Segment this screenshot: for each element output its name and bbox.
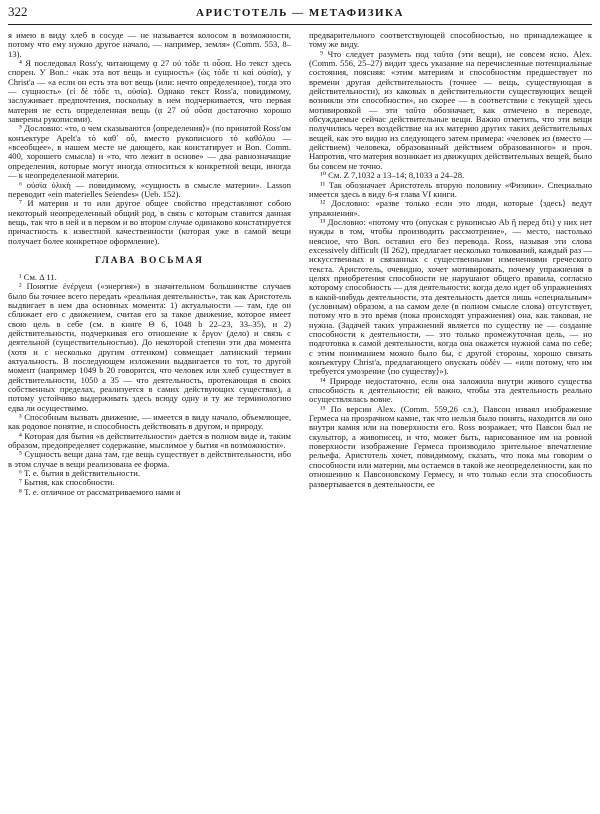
footnote-paragraph: ³ Способным вызвать движение, — имеется в виду начало, объемлющее, как родовое понятие, и способность действовать в другом, и природу. [8, 412, 291, 432]
footnote-paragraph: ⁴ Я последовал Ross'у, читающему ᾳ 27 οὐ τόδε τι οὖσα. Но текст здесь спорен. У Bon.: «как эта вот вещь и сущность» (ὡς τόδε τι καὶ οὐσία), у Christ'a — «а если он есть эта вот вещь (или: нечто определенное), тогда это — сущность» (εἰ δὲ τόδε τι, οὐσία). Однако текст Ross'a, повидимому, заслуживает предпочтения, поскольку в нем подчеркивается, что первая материя не есть определенная вещь (ᾳ 27 οὐ οὖσα достаточно хорошо заверены рукописями). [8, 58, 291, 125]
footnote-paragraph: ¹¹ Так обозначает Аристотель вторую половину «Физики». Специально имеется здесь в виду 6-я глава VI книги. [309, 179, 592, 199]
footnote-paragraph: ¹⁴ Природе недостаточно, если она заложила внутри живого существа способность к деятельности; ей важно, чтобы эта деятельность реально осуществлялась вовне. [309, 375, 592, 405]
running-title: АРИСТОТЕЛЬ — МЕТАФИЗИКА [196, 7, 404, 19]
right-column [309, 31, 592, 497]
footnote-paragraph: ⁵ Дословно: «то, о чем сказываются ⟨определения⟩» (по принятой Ross'ом конъектуре Apelt'a τὸ καθ᾽ οὗ, вместо рукописного τὸ καθόλου — «всеобщее», в нашем месте не дающего, как констатирует и Bon. Comm. 400, хорошего смысла) и «то, что лежит в основе» — два равнозначащие определения, которые могут иногда относиться к конкретной вещи, иногда — к неопределенной материи. [8, 123, 291, 181]
footnote-paragraph: ⁶ Т. е. бытия в действительности. [19, 468, 140, 479]
footnote-paragraph: ⁸ Т. е. отличное от рассматриваемого нами и [19, 486, 181, 497]
footnote-paragraph: ¹⁰ См. Ζ 7,1032 a 13–14; 8,1033 a 24–28. [320, 170, 465, 181]
footnote-paragraph: ⁵ Сущность вещи дана там, где вещь существует в действительности, ибо в этом случае в вещи реализована ее форма. [8, 449, 291, 469]
page-header [8, 4, 592, 25]
left-column [8, 31, 291, 497]
footnote-paragraph: ¹³ Дословно: «потому что (опуская с рукописью Ab ἢ перед ὅτι) у них нет нужды в том, чтобы производить рассмотрение», — место, настолько неясное, что Bon. оставил его без перевода. Ross, называя эти слова excessively difficult (II 262), предлагает несколько толкований, каждый раз — искусственных и связанных с существенными изменениями греческого текста. Аристотель, очевидно, хочет мотивировать, почему упражнения в целях приобретения способности не нарушают общего правила, согласно которому способность — для деятельности: когда дело идет об упражнениях в какой-нибудь деятельности, эта деятельность дается лишь «специальным» (условным) образом, а на самом деле (в полном смысле слова) отсутствует, потому что в это время (пока происходят упражнения) она, как таковая, не нужна. (Задачей таких упражнений является по существу не — создание способности к деятельности, — это только промежуточная цель, — но подготовка к самой деятельности, когда она окажется нужной сама по себе; с этим пониманием можно было бы, с другой стороны, хорошо связать конъектуру Christ'a, предлагающего опускать οὐδὲν — «или потому, что им требуется умозрение ⟨по существу⟩»). [309, 216, 592, 377]
page-number: 322 [8, 4, 28, 19]
footnote-paragraph: ¹ См. Δ 11. [19, 271, 57, 282]
footnote-paragraph: ⁷ И материя и то или другое общее свойство представляют собою некоторый неопределенный общий род, в связь с которым ставится данная вещь, так что в ней и в первом и во втором случае одинаково констатируется причастность к известной качественности (которая уже в самой вещи получает более конкретное оформление). [8, 198, 291, 246]
footnote-paragraph: ⁹ Что следует разуметь под ταῦτα (эти вещи), не совсем ясно. Alex. (Comm. 556, 25–27) видит здесь указание на перечисленные потенциальные состояния, поясняя: «этим материям и способностям предшествует по времени другая действительность (точнее — вещь, существующая в действительности), из каковых в действительности существующих вещей возникли эти способности», но скорее — в соответствии с текущей здесь мотивировкой — эти ταῦτα обозначает, как отмечено в переводе, обсуждаемые сейчас действительные вещи. Важно отметить, что эти вещи получились через воздействие на их материю других таких действительных вещей, как это видно из следующего затем примера: «человек из (вместо — действием) человека, образованный действием образованного» и проч. Напротив, что материя возникает из движущих действительных вещей, было бы совсем не точно. [309, 48, 592, 171]
footnote-paragraph: ⁷ Бытия, как способности. [19, 477, 115, 488]
footnote-paragraph: ¹⁵ По версии Alex. (Comm. 559,26 сл.), Павсон изваял изображение Гермеса на прозрачном камне, так что нельзя было понять, находится ли оно внутри камня или на поверхности его. Ross возражает, что Павсон был не скульптор, а живописец, и что, может быть, нарисованное им на ровной поверхности изображение Гермеса производило зрительное впечатление рельефа. Аристотель хочет, повидимому, сказать, что пока мы говорим о способности или материи, мы остаемся в такой же неопределенности, как по отношению к Павсоновскому Гермесу, и что только если эта способность развертывается в деятельности, ее [309, 403, 592, 489]
footnote-paragraph: ⁴ Которая для бытия «в действительности» дается в полном виде и, таким образом, предопределяет содержание, мыслимое у бытия «в возможности». [8, 430, 291, 451]
footnote-paragraph: предварительного соответствующей способностью, но принадлежащее к тому же виду. [309, 30, 592, 50]
chapter-heading: ГЛАВА ВОСЬМАЯ [95, 255, 204, 266]
footnote-paragraph: ² Понятие ἐνέργεια («энергия») в значительном большинстве случаев было бы точнее всего передать «реальная деятельность», так как Аристотель выдвигает в нем два основных момента: 1) актуальности — там, где он сближает его с движением, считая его за такое движение, которое имеет свою цель в себе (см. в книге Θ 6, 1048 b 22–23, 33–35), и 2) действительности, подчеркивая его отношение к ἔργον (дело) и связь с деятельной (существительностью). До некоторой степени эти два момента (хотя и с несколько другим оттенком) совмещает латинский термин актуальность. В последующем изложении выдвигается то тот, то другой момент (например 1049 b 20 говорится, что человек или хлеб существует в действительности, 1050 a 35 — что деятельность, протекающая в своих собственных пределах, реализуется в самих действующих существах), а потому устойчиво выдерживать здесь всюду одну и ту же терминологию едва ли осуществимо. [8, 281, 291, 413]
text-columns [8, 31, 592, 497]
footnote-paragraph: ⁶ οὐσία ὑλική — повидимому, «сущность в смысле материи». Lasson переводит «ein materielles Seiendes» (Ueb. 152). [8, 179, 291, 199]
document-page [8, 4, 592, 810]
footnote-paragraph: ¹² Дословно: «разве только если это люди, которые ⟨здесь⟩ ведут упражнения». [309, 198, 592, 218]
footnote-paragraph: я имею в виду хлеб в сосуде — не называется колосом в возможности, потому что ему нужно другое начало, — например, земля» (Comm. 553, 8–13). [8, 30, 291, 59]
